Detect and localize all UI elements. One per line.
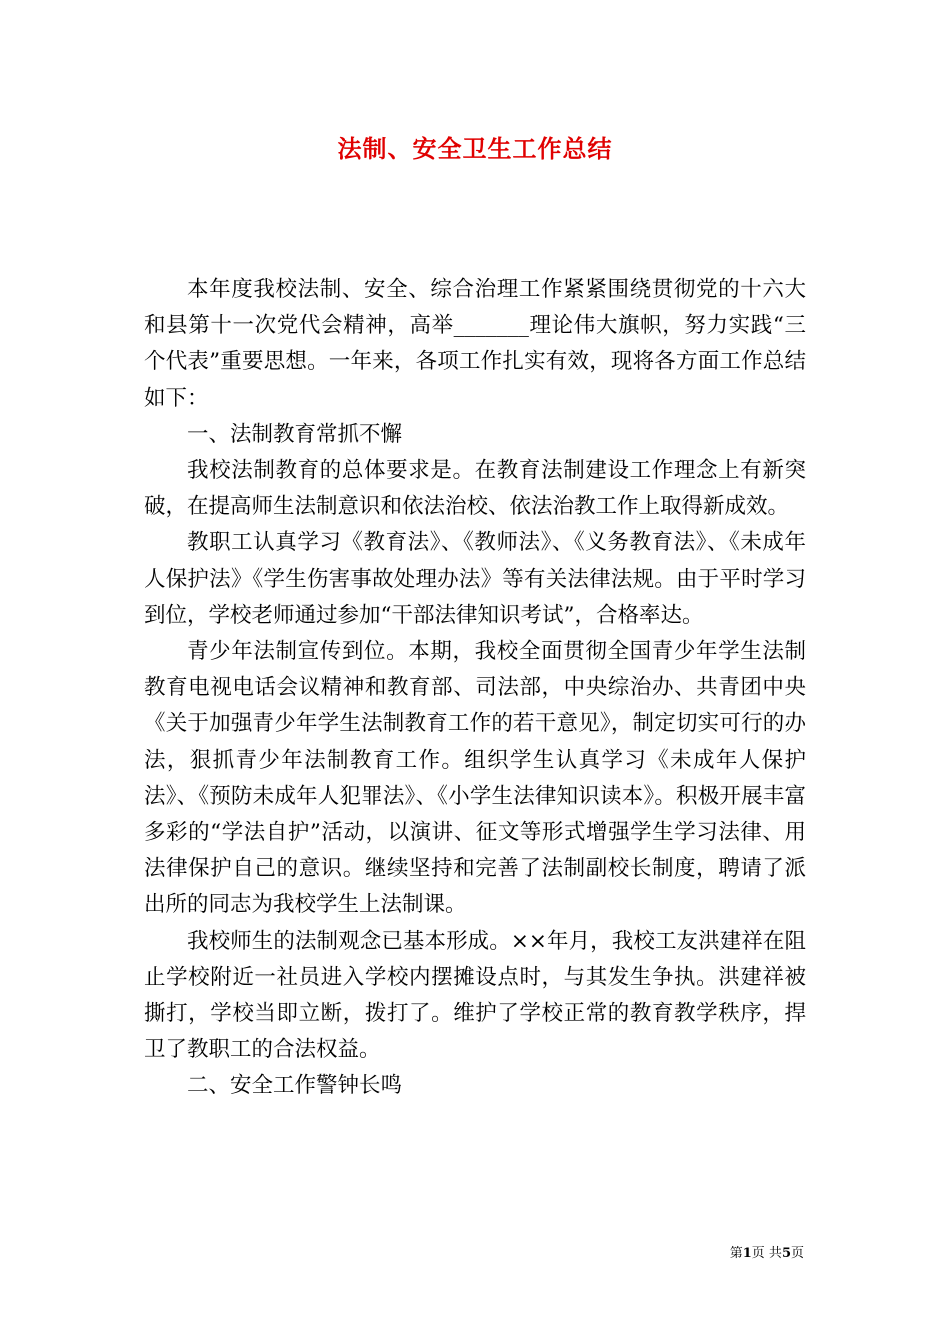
footer-suffix: 页 [790, 1246, 804, 1261]
footer-middle: 页 共 [751, 1246, 782, 1261]
page-footer [730, 1245, 804, 1263]
footer-prefix: 第 [729, 1246, 743, 1261]
body-paragraph: 我校法制教育的总体要求是。在教育法制建设工作理念上有新突破，在提高师生法制意识和依法治校、依法治教工作上取得新成效。 [144, 458, 806, 520]
intro-paragraph: 本年度我校法制、安全、综合治理工作紧紧围绕贯彻党的十六大和县第十一次党代会精神，高举_______理论伟大旗帜，努力实践“三个代表”重要思想。一年来，各项工作扎实有效，现将各方面工作总结如下： [144, 277, 806, 411]
document-title: 法制、安全卫生工作总结 [337, 134, 613, 163]
total-page-count: 5 [781, 1246, 791, 1261]
body-paragraph: 青少年法制宣传到位。本期，我校全面贯彻全国青少年学生法制教育电视电话会议精神和教育部、司法部，中央综治办、共青团中央《关于加强青少年学生法制教育工作的若干意见》，制定切实可行的办法，狠抓青少年法制教育工作。组织学生认真学习《未成年人保护法》、《预防未成年人犯罪法》、《小学生法律知识读本》。积极开展丰富多彩的“学法自护”活动，以演讲、征文等形式增强学生学习法律、用法律保护自己的意识。继续坚持和完善了法制副校长制度，聘请了派出所的同志为我校学生上法制课。 [144, 639, 806, 918]
body-paragraph: 我校师生的法制观念已基本形成。××年月，我校工友洪建祥在阻止学校附近一社员进入学校内摆摊设点时，与其发生争执。洪建祥被撕打，学校当即立断，拨打了。维护了学校正常的教育教学秩序，捍卫了教职工的合法权益。 [144, 928, 806, 1063]
section-heading-safety-work: 二、安全工作警钟长鸣 [187, 1073, 403, 1099]
current-page-number: 1 [742, 1246, 752, 1261]
body-paragraph: 教职工认真学习《教育法》、《教师法》、《义务教育法》、《未成年人保护法》《学生伤害事故处理办法》等有关法律法规。由于平时学习到位，学校老师通过参加“干部法律知识考试”，合格率达。 [144, 530, 806, 628]
document-body [144, 272, 806, 1105]
section-heading-legal-education: 一、法制教育常抓不懈 [187, 421, 403, 447]
